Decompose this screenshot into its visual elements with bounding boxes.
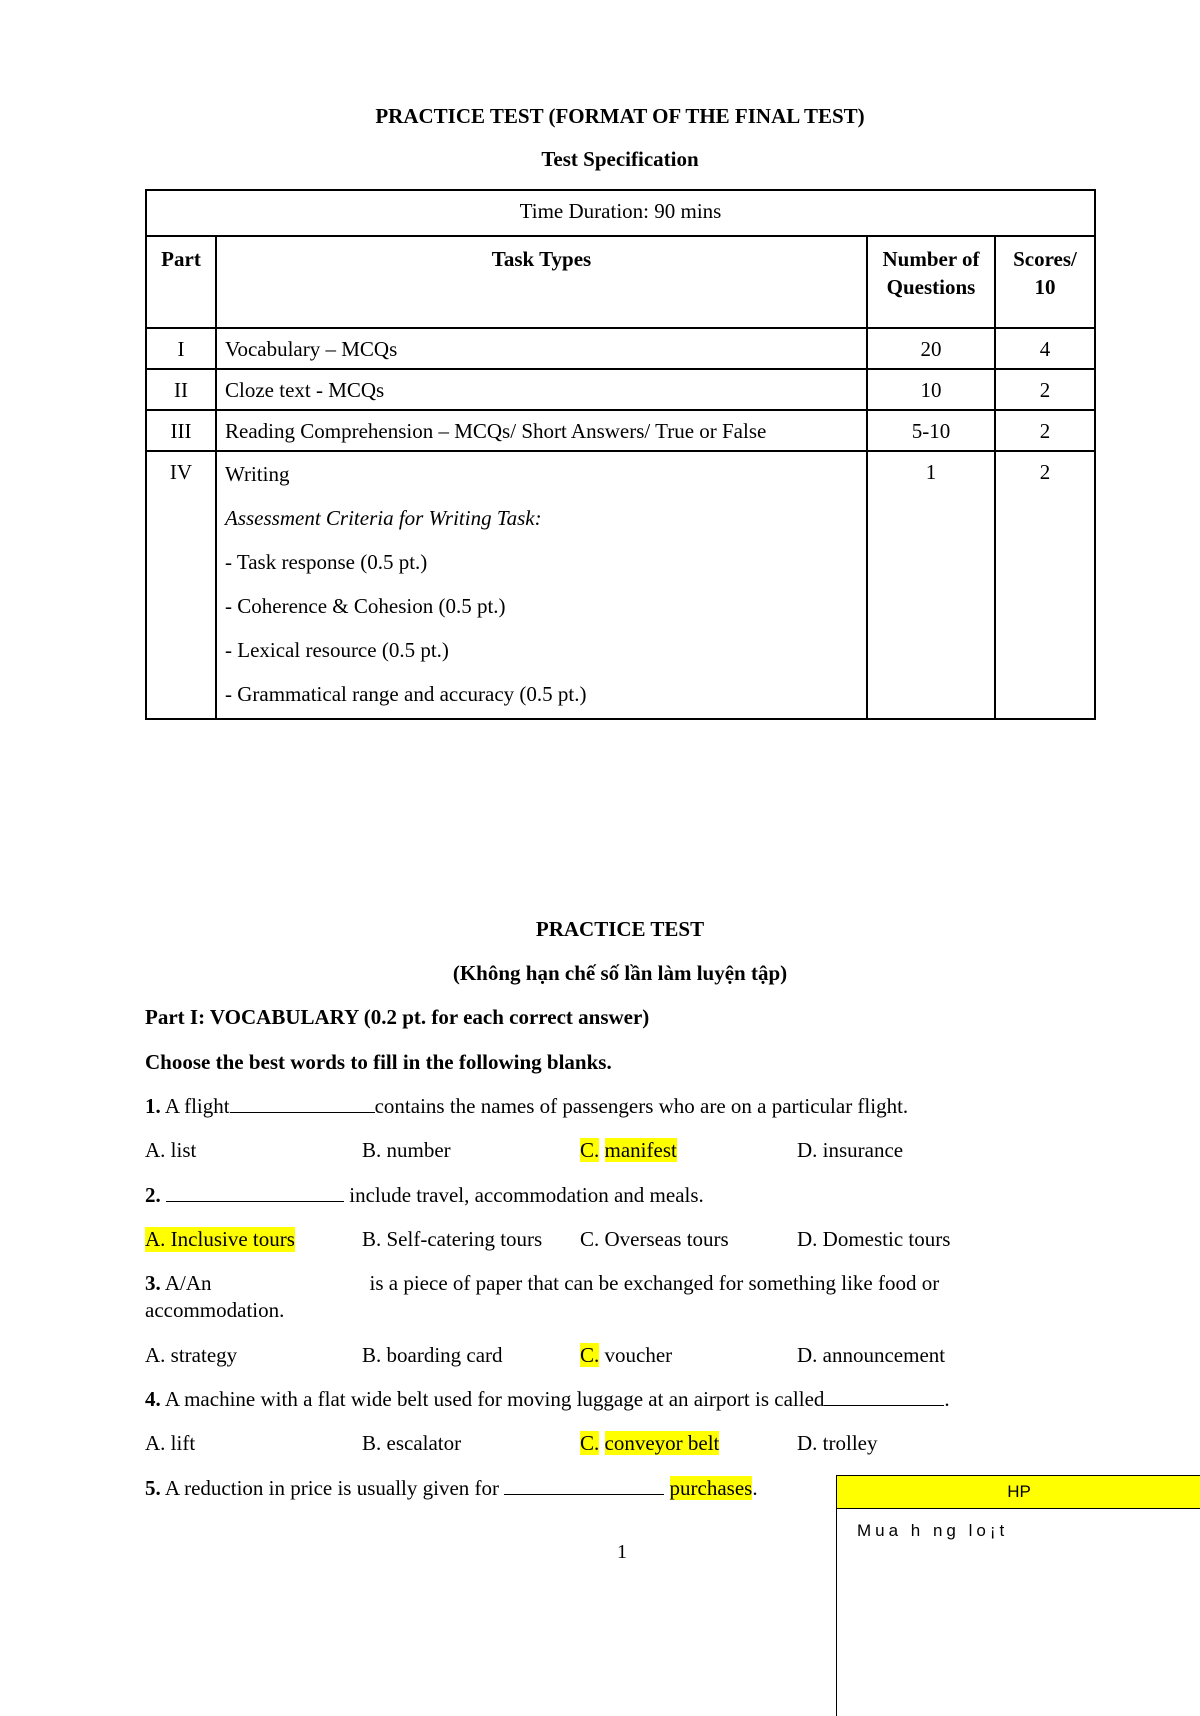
criteria-title: Assessment Criteria for Writing Task: bbox=[225, 506, 542, 530]
option-a[interactable]: A. strategy bbox=[145, 1343, 238, 1367]
option-c[interactable]: C. voucher bbox=[580, 1343, 673, 1367]
row-task-writing bbox=[216, 451, 867, 719]
row-score: 2 bbox=[995, 369, 1095, 410]
table-row bbox=[146, 328, 1095, 369]
row-task: Vocabulary – MCQs bbox=[216, 328, 867, 369]
option-d[interactable]: D. trolley bbox=[797, 1431, 878, 1455]
question-number: 1. bbox=[145, 1094, 161, 1118]
criteria-item: - Lexical resource (0.5 pt.) bbox=[225, 638, 449, 662]
comment-text: Mua h ng lo¡t bbox=[857, 1521, 1009, 1540]
option-c[interactable]: C. manifest bbox=[580, 1138, 677, 1162]
row-number: 20 bbox=[867, 328, 995, 369]
row-score: 2 bbox=[995, 451, 1095, 719]
part1-instruction: Choose the best words to fill in the following blanks. bbox=[145, 1050, 612, 1074]
option-a[interactable]: A. Inclusive tours bbox=[145, 1227, 295, 1251]
option-b[interactable]: B. Self-catering tours bbox=[362, 1227, 543, 1251]
header-scores: Scores/ 10 bbox=[995, 236, 1095, 328]
option-a[interactable]: A. list bbox=[145, 1138, 197, 1162]
table-row-writing bbox=[146, 451, 1095, 719]
answer-highlight: purchases bbox=[669, 1476, 753, 1500]
question-text: is a piece of paper that can be exchanged for something like food or bbox=[369, 1271, 940, 1295]
option-d[interactable]: D. Domestic tours bbox=[797, 1227, 951, 1251]
page-number: 1 bbox=[617, 1541, 627, 1563]
row-part: I bbox=[146, 328, 216, 369]
row-number: 5-10 bbox=[867, 410, 995, 451]
row-part: II bbox=[146, 369, 216, 410]
question-1 bbox=[145, 1094, 908, 1119]
option-b[interactable]: B. boarding card bbox=[362, 1343, 503, 1367]
table-row bbox=[146, 369, 1095, 410]
test-spec-table bbox=[145, 189, 1096, 720]
question-number: 3. bbox=[145, 1271, 161, 1295]
answer-blank[interactable] bbox=[230, 1094, 375, 1113]
row-score: 2 bbox=[995, 410, 1095, 451]
option-d[interactable]: D. announcement bbox=[797, 1343, 946, 1367]
duration-row bbox=[146, 190, 1095, 236]
row-part: IV bbox=[146, 451, 216, 719]
spec-title: Test Specification bbox=[541, 147, 699, 171]
question-3 bbox=[145, 1271, 939, 1296]
row-task: Reading Comprehension – MCQs/ Short Answers/ True or False bbox=[216, 410, 867, 451]
option-b[interactable]: B. number bbox=[362, 1138, 451, 1162]
header-number: Number of Questions bbox=[867, 236, 995, 328]
question-number: 2. bbox=[145, 1183, 161, 1207]
row-number: 10 bbox=[867, 369, 995, 410]
question-text: A reduction in price is usually given for bbox=[164, 1476, 500, 1500]
criteria-item: - Task response (0.5 pt.) bbox=[225, 550, 428, 574]
answer-blank[interactable] bbox=[504, 1476, 664, 1495]
question-number: 5. bbox=[145, 1476, 161, 1500]
table-row bbox=[146, 410, 1095, 451]
comment-balloon[interactable] bbox=[836, 1475, 1200, 1716]
question-number: 4. bbox=[145, 1387, 161, 1411]
option-d[interactable]: D. insurance bbox=[797, 1138, 904, 1162]
question-text-cont: accommodation. bbox=[145, 1298, 285, 1322]
answer-blank[interactable] bbox=[824, 1387, 944, 1406]
option-c[interactable]: C. conveyor belt bbox=[580, 1431, 720, 1455]
question-4: 4. A machine with a flat wide belt used for moving luggage at an airport is called . bbox=[145, 1387, 950, 1411]
row-part: III bbox=[146, 410, 216, 451]
header-part: Part bbox=[146, 236, 216, 328]
criteria-item: - Grammatical range and accuracy (0.5 pt.) bbox=[225, 682, 587, 706]
practice-title: PRACTICE TEST bbox=[535, 917, 705, 941]
question-text: A machine with a flat wide belt used for moving luggage at an airport is called bbox=[164, 1387, 825, 1411]
option-b[interactable]: B. escalator bbox=[362, 1431, 462, 1455]
practice-subtitle: (Không hạn chế số lần làm luyện tập) bbox=[452, 961, 788, 985]
writing-label: Writing bbox=[225, 462, 290, 486]
question-5: 5. A reduction in price is usually given for purchases. bbox=[145, 1476, 758, 1500]
duration-cell: Time Duration: 90 mins bbox=[146, 190, 1095, 236]
option-a[interactable]: A. lift bbox=[145, 1431, 196, 1455]
header-task: Task Types bbox=[216, 236, 867, 328]
question-text: A/An bbox=[164, 1271, 212, 1295]
question-2 bbox=[145, 1183, 704, 1208]
row-score: 4 bbox=[995, 328, 1095, 369]
document-title: PRACTICE TEST (FORMAT OF THE FINAL TEST) bbox=[375, 104, 865, 128]
answer-blank[interactable] bbox=[166, 1183, 344, 1202]
question-text: contains the names of passengers who are on a particular flight. bbox=[374, 1094, 909, 1118]
part1-heading: Part I: VOCABULARY (0.2 pt. for each correct answer) bbox=[145, 1005, 650, 1029]
comment-author: HP bbox=[837, 1476, 1200, 1509]
row-task: Cloze text - MCQs bbox=[216, 369, 867, 410]
question-text: include travel, accommodation and meals. bbox=[349, 1183, 704, 1207]
criteria-item: - Coherence & Cohesion (0.5 pt.) bbox=[225, 594, 506, 618]
row-number: 1 bbox=[867, 451, 995, 719]
question-text: A flight bbox=[164, 1094, 230, 1118]
header-row bbox=[146, 236, 1095, 328]
option-c[interactable]: C. Overseas tours bbox=[580, 1227, 729, 1251]
